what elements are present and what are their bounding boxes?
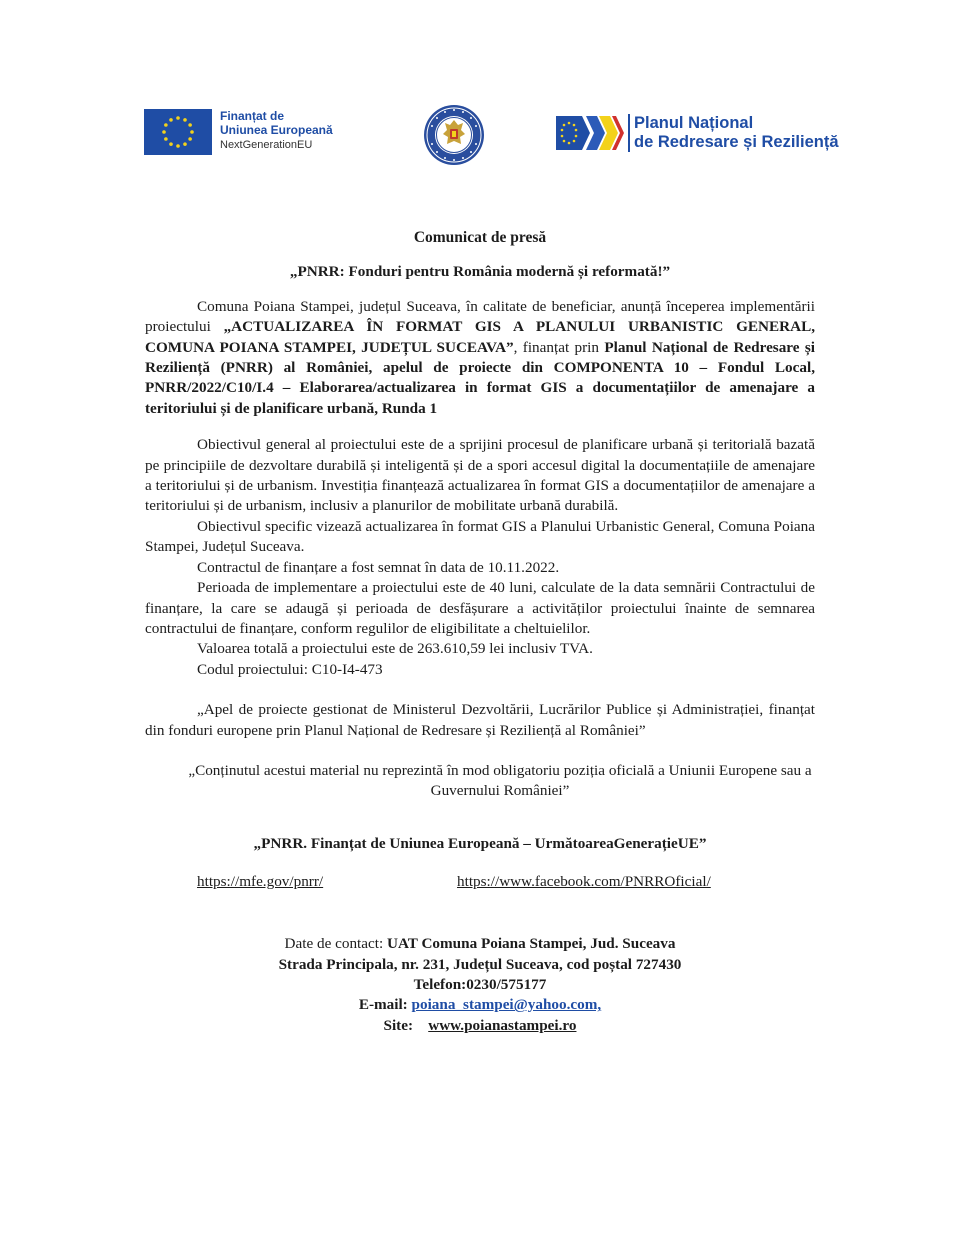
- eu-star-icon: [169, 118, 173, 122]
- romanian-government-seal-icon: [423, 104, 485, 166]
- eu-star-icon: [164, 123, 168, 127]
- eu-star-icon: [188, 123, 192, 127]
- logo-header: [0, 104, 960, 168]
- facebook-link[interactable]: https://www.facebook.com/PNRROficial/: [457, 873, 711, 891]
- contact-email-line: [145, 995, 815, 1015]
- pnrr-logo-line2: de Redresare și Reziliență: [634, 133, 839, 151]
- contact-label: Date de contact:: [284, 935, 387, 953]
- pnrr-logo: [556, 114, 839, 152]
- pnrr-flag-icon: [556, 114, 624, 152]
- mfe-link[interactable]: https://mfe.gov/pnrr/: [197, 873, 324, 891]
- call-note: „Apel de proiecte gestionat de Ministerul Dezvoltării, Lucrărilor Publice și Administrației, finanțat din fonduri europene prin Planul Național de Redresare și Reziliență al României”: [145, 701, 815, 739]
- intro-text-2: , finanțat prin: [513, 338, 605, 356]
- contact-site-line: [145, 1016, 815, 1036]
- contact-line: [145, 934, 815, 954]
- eu-star-icon: [188, 137, 192, 141]
- eu-star-icon: [183, 142, 187, 146]
- contact-block: [145, 934, 815, 1036]
- eu-star-icon: [169, 142, 173, 146]
- eu-logo-line2: Uniunea Europeană: [220, 123, 333, 138]
- pnrr-logo-line1: Planul Național: [634, 114, 754, 133]
- eu-flag-icon: [144, 109, 212, 155]
- project-code: Codul proiectului: C10-I4-473: [197, 660, 383, 678]
- links-row: [145, 872, 815, 894]
- document-slogan: „PNRR: Fonduri pentru România modernă și reformată!”: [289, 263, 671, 281]
- project-name: „ACTUALIZAREA ÎN FORMAT GIS A PLANULUI URBANISTIC GENERAL, COMUNA POIANA STAMPEI, JUDEȚUL SUCEAVA”: [145, 318, 815, 356]
- eu-star-icon: [183, 118, 187, 122]
- intro-text-1: Comuna Poiana Stampei, județul Suceava, în calitate de beneficiar, anunță începerea implementării proiectului: [145, 297, 815, 336]
- eu-logo-line3: NextGenerationEU: [220, 139, 313, 152]
- press-release: [145, 228, 815, 1036]
- site-link[interactable]: www.poianastampei.ro: [428, 1016, 577, 1034]
- eu-star-icon: [164, 137, 168, 141]
- program-name: Planul Național de Redresare și Reziliență (PNRR) al României, apelul de proiecte din COMPONENTA 10 – Fondul Local, PNRR/2022/C10/I.4 – Elaborarea/actualizarea in format GIS a documentațiilor de amenajare a teritoriului și de planificare urbană, Runda 1: [145, 338, 815, 417]
- disclaimer: „Conținutul acestui material nu reprezintă în mod obligatoriu poziția oficială a Uniunii Europene sau a Guvernului României”: [188, 761, 812, 800]
- eu-star-icon: [190, 130, 194, 134]
- eu-logo-line1: Finanțat de: [220, 109, 285, 123]
- eu-star-icon: [162, 130, 166, 134]
- site-label: Site:: [383, 1016, 414, 1034]
- implementation-period: Perioada de implementare a proiectului este de 40 luni, calculate de la data semnării Contractului de finanțare, la care se adaugă și perioada de desfășurare a activităților proiectului înainte de semnarea contractului de finanțare, conform regulilor de eligibilitate a cheltuielilor.: [145, 579, 815, 637]
- footer-slogan: „PNRR. Finanțat de Uniunea Europeană – UrmătoareaGenerațieUE”: [253, 834, 707, 852]
- total-value: Valoarea totală a proiectului este de 263.610,59 lei inclusiv TVA.: [197, 640, 593, 658]
- email-label: E-mail:: [358, 996, 412, 1014]
- contact-phone: Telefon:0230/575177: [413, 975, 547, 993]
- contact-address: Strada Principala, nr. 231, Județul Suceava, cod poștal 727430: [278, 955, 682, 973]
- eu-funding-logo: [144, 109, 333, 155]
- eu-star-icon: [176, 116, 180, 120]
- intro-paragraph: [145, 297, 815, 419]
- contract-signed: Contractul de finanțare a fost semnat în data de 10.11.2022.: [197, 558, 560, 576]
- eu-star-icon: [176, 144, 180, 148]
- contact-entity: UAT Comuna Poiana Stampei, Jud. Suceava: [387, 935, 676, 953]
- objective-general: Obiectivul general al proiectului este de a sprijini procesul de planificare urbană și teritorială bazată pe principiile de dezvoltare durabilă și inteligentă și de a spori accesul digital la documentațiile de amenajare a teritoriului și de urbanism. Investiția finanțează actualizarea în format GIS a documentațiilor de amenajare a teritoriului și de urbanism, inclusiv a planurilor de mobilitate urbană durabilă.: [145, 436, 815, 515]
- document-title: Comunicat de presă: [413, 229, 547, 246]
- email-link[interactable]: poiana_stampei@yahoo.com,: [411, 996, 602, 1014]
- objective-specific: Obiectivul specific vizează actualizarea în format GIS a Planului Urbanistic General, Comuna Poiana Stampei, Județul Suceava.: [145, 517, 815, 556]
